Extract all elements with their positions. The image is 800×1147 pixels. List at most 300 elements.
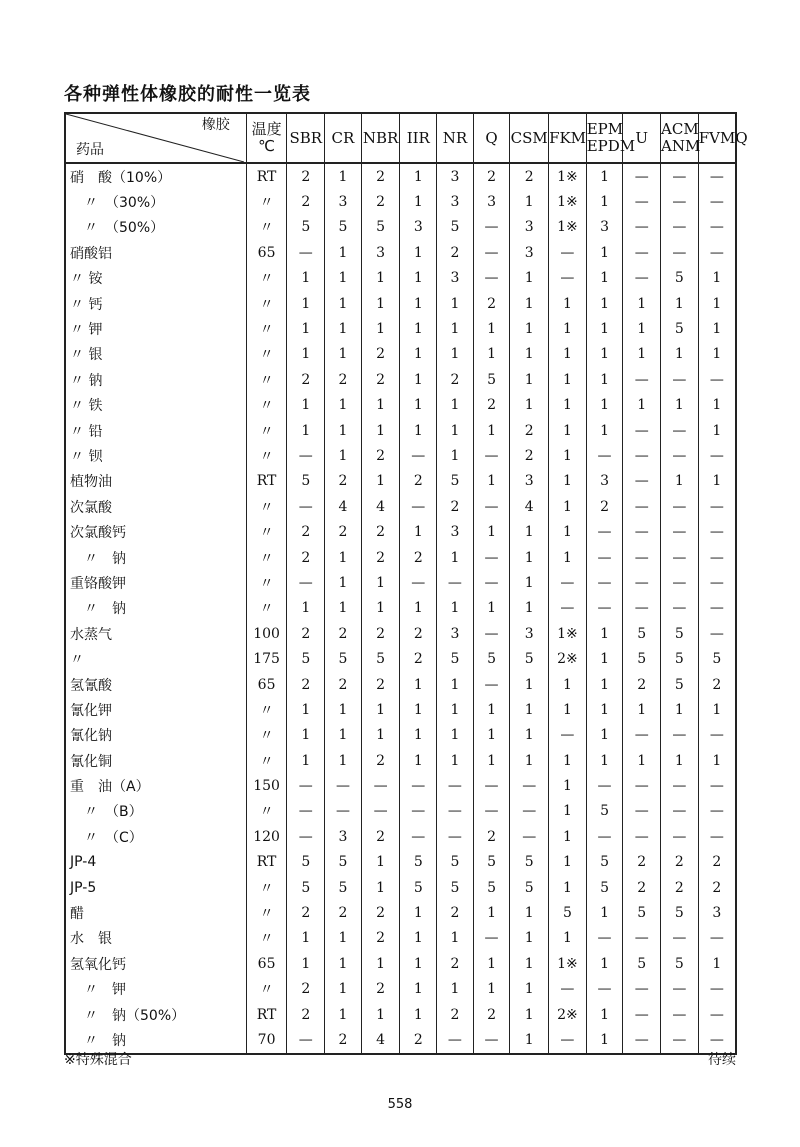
rating-cell: 5 xyxy=(473,850,510,875)
rating-cell: 1 xyxy=(623,342,661,367)
rating-cell: 1 xyxy=(361,875,400,900)
rating-cell: 1 xyxy=(510,723,549,748)
rating-cell: 1 xyxy=(325,570,362,595)
rating-cell: — xyxy=(473,545,510,570)
table-row xyxy=(65,163,736,189)
rating-cell: 2 xyxy=(361,189,400,214)
rating-cell: 1 xyxy=(400,951,437,976)
rating-cell: 1 xyxy=(287,926,325,951)
rating-cell: 1 xyxy=(400,596,437,621)
rating-cell: 1 xyxy=(586,240,623,265)
header-col-label: CSM xyxy=(510,128,548,147)
rating-cell: 3 xyxy=(437,519,474,544)
rating-cell: 1 xyxy=(586,418,623,443)
rating-cell: 1 xyxy=(437,342,474,367)
header-col-10 xyxy=(661,113,699,163)
rating-cell: 1 xyxy=(549,469,587,494)
rating-cell: 1 xyxy=(400,977,437,1002)
rating-cell: 3 xyxy=(586,469,623,494)
rating-cell: 1 xyxy=(325,697,362,722)
rating-cell: 5 xyxy=(287,215,325,240)
rating-cell: 1 xyxy=(586,1027,623,1053)
rating-cell: 1 xyxy=(473,469,510,494)
rating-cell: 1 xyxy=(437,316,474,341)
rating-cell: — xyxy=(473,443,510,468)
rating-cell: 1 xyxy=(437,596,474,621)
rating-cell: 1 xyxy=(325,723,362,748)
rating-cell: — xyxy=(400,799,437,824)
chemical-name: 次氯酸 xyxy=(65,494,246,519)
rating-cell: 1 xyxy=(549,697,587,722)
corner-label-chemical: 药品 xyxy=(76,142,104,158)
rating-cell: 1 xyxy=(586,697,623,722)
rating-cell: 1 xyxy=(549,393,587,418)
rating-cell: — xyxy=(287,799,325,824)
rating-cell: 1 xyxy=(400,672,437,697)
rating-cell: 2 xyxy=(437,367,474,392)
rating-cell: 1 xyxy=(586,266,623,291)
rating-cell: 1 xyxy=(698,393,736,418)
header-col-label: NR xyxy=(442,128,468,147)
rating-cell: 1 xyxy=(473,951,510,976)
rating-cell: — xyxy=(661,596,699,621)
rating-cell: 1 xyxy=(549,291,587,316)
rating-cell: 2 xyxy=(400,469,437,494)
rating-cell: — xyxy=(661,418,699,443)
table-row xyxy=(65,342,736,367)
rating-cell: — xyxy=(287,240,325,265)
rating-cell: 2 xyxy=(287,900,325,925)
temperature-cell: 〃 xyxy=(246,697,287,722)
table-row xyxy=(65,519,736,544)
rating-cell: — xyxy=(623,824,661,849)
rating-cell: — xyxy=(437,799,474,824)
header-col-label: ANM xyxy=(661,137,701,155)
rating-cell: 1 xyxy=(549,824,587,849)
rating-cell: 1 xyxy=(325,418,362,443)
rating-cell: 1 xyxy=(437,926,474,951)
temperature-cell: 175 xyxy=(246,646,287,671)
header-col-label: U xyxy=(635,128,649,147)
chemical-name: 氢氧化钙 xyxy=(65,951,246,976)
rating-cell: 1 xyxy=(661,342,699,367)
table-row xyxy=(65,240,736,265)
rating-cell: — xyxy=(698,824,736,849)
chemical-name: JP-5 xyxy=(65,875,246,900)
rating-cell: 2 xyxy=(510,418,549,443)
temperature-cell: 〃 xyxy=(246,977,287,1002)
rating-cell: 1 xyxy=(623,697,661,722)
rating-cell: — xyxy=(287,443,325,468)
rating-cell: 5 xyxy=(661,672,699,697)
continued-label: 待续 xyxy=(708,1052,736,1068)
rating-cell: — xyxy=(698,215,736,240)
rating-cell: 1※ xyxy=(549,951,587,976)
rating-cell: 5 xyxy=(623,951,661,976)
rating-cell: — xyxy=(698,163,736,189)
chemical-name: 次氯酸钙 xyxy=(65,519,246,544)
rating-cell: — xyxy=(623,469,661,494)
rating-cell: 2 xyxy=(437,240,474,265)
table-row xyxy=(65,215,736,240)
rating-cell: 1 xyxy=(400,342,437,367)
rating-cell: 1 xyxy=(287,291,325,316)
rating-cell: 5 xyxy=(400,850,437,875)
rating-cell: 1 xyxy=(287,266,325,291)
chemical-name: JP-4 xyxy=(65,850,246,875)
rating-cell: 2 xyxy=(287,621,325,646)
rating-cell: 1 xyxy=(586,1002,623,1027)
header-col-5 xyxy=(473,113,510,163)
rating-cell: — xyxy=(400,773,437,798)
rating-cell: — xyxy=(586,596,623,621)
rating-cell: 5 xyxy=(586,850,623,875)
rating-cell: — xyxy=(698,570,736,595)
rating-cell: 2 xyxy=(698,850,736,875)
table-row xyxy=(65,570,736,595)
rating-cell: — xyxy=(661,367,699,392)
rating-cell: — xyxy=(661,799,699,824)
temperature-cell: 65 xyxy=(246,951,287,976)
rating-cell: 2 xyxy=(361,545,400,570)
rating-cell: 2 xyxy=(361,443,400,468)
rating-cell: 1 xyxy=(361,316,400,341)
rating-cell: — xyxy=(287,494,325,519)
rating-cell: 2 xyxy=(510,443,549,468)
rating-cell: 1 xyxy=(325,1002,362,1027)
header-col-3 xyxy=(400,113,437,163)
chemical-name: 氰化钠 xyxy=(65,723,246,748)
chemical-name: 〃 钡 xyxy=(65,443,246,468)
table-row xyxy=(65,723,736,748)
temperature-cell: 150 xyxy=(246,773,287,798)
rating-cell: — xyxy=(325,773,362,798)
rating-cell: — xyxy=(661,977,699,1002)
rating-cell: 2 xyxy=(287,519,325,544)
rating-cell: 1 xyxy=(400,519,437,544)
rating-cell: — xyxy=(623,163,661,189)
rating-cell: — xyxy=(623,977,661,1002)
chemical-name: 〃 钠 xyxy=(65,1027,246,1053)
rating-cell: 1 xyxy=(586,900,623,925)
rating-cell: 1 xyxy=(473,519,510,544)
rating-cell: 1 xyxy=(510,291,549,316)
header-col-8 xyxy=(586,113,636,163)
rating-cell: — xyxy=(661,1027,699,1053)
rating-cell: 1 xyxy=(400,316,437,341)
rating-cell: 4 xyxy=(510,494,549,519)
page-title: 各种弹性体橡胶的耐性一览表 xyxy=(64,84,311,105)
rating-cell: 1 xyxy=(549,748,587,773)
chemical-name: 〃 xyxy=(65,646,246,671)
rating-cell: 1 xyxy=(510,926,549,951)
table-row xyxy=(65,824,736,849)
rating-cell: 1 xyxy=(325,393,362,418)
rating-cell: 1 xyxy=(287,723,325,748)
rating-cell: 1 xyxy=(361,418,400,443)
rating-cell: 1 xyxy=(400,748,437,773)
rating-cell: — xyxy=(698,494,736,519)
header-col-label: FKM xyxy=(549,128,587,147)
rating-cell: 1 xyxy=(361,951,400,976)
rating-cell: — xyxy=(623,545,661,570)
rating-cell: 1 xyxy=(361,291,400,316)
rating-cell: — xyxy=(623,367,661,392)
temperature-cell: 120 xyxy=(246,824,287,849)
chemical-name: 〃 铅 xyxy=(65,418,246,443)
rating-cell: 5 xyxy=(325,850,362,875)
rating-cell: 1 xyxy=(549,799,587,824)
rating-cell: 1 xyxy=(325,316,362,341)
rating-cell: 1 xyxy=(473,723,510,748)
rating-cell: — xyxy=(623,418,661,443)
rating-cell: — xyxy=(287,1027,325,1053)
chemical-name: 〃 （30%） xyxy=(65,189,246,214)
table-row xyxy=(65,494,736,519)
rating-cell: 1 xyxy=(437,393,474,418)
rating-cell: 5 xyxy=(437,215,474,240)
rating-cell: 5 xyxy=(437,875,474,900)
rating-cell: 2 xyxy=(361,621,400,646)
header-col-label: EPDM xyxy=(586,137,636,155)
rating-cell: 1 xyxy=(623,291,661,316)
table-row xyxy=(65,799,736,824)
rating-cell: — xyxy=(586,926,623,951)
rating-cell: — xyxy=(661,1002,699,1027)
rating-cell: 5 xyxy=(510,850,549,875)
rating-cell: 2 xyxy=(361,748,400,773)
rating-cell: 1 xyxy=(549,418,587,443)
temperature-cell: 65 xyxy=(246,672,287,697)
rating-cell: — xyxy=(661,163,699,189)
rating-cell: — xyxy=(400,494,437,519)
rating-cell: 1 xyxy=(698,469,736,494)
rating-cell: 1 xyxy=(437,672,474,697)
rating-cell: 4 xyxy=(325,494,362,519)
rating-cell: 1 xyxy=(287,418,325,443)
temperature-cell: 〃 xyxy=(246,189,287,214)
table-row xyxy=(65,850,736,875)
rating-cell: 1 xyxy=(361,469,400,494)
rating-cell: 5 xyxy=(661,316,699,341)
rating-cell: — xyxy=(510,824,549,849)
rating-cell: 2 xyxy=(361,824,400,849)
rating-cell: — xyxy=(510,773,549,798)
temperature-cell: 〃 xyxy=(246,545,287,570)
rating-cell: 1 xyxy=(510,342,549,367)
rating-cell: 2 xyxy=(361,977,400,1002)
temperature-cell: 〃 xyxy=(246,367,287,392)
rating-cell: 1 xyxy=(287,393,325,418)
header-col-11 xyxy=(698,113,748,163)
rating-cell: — xyxy=(623,1002,661,1027)
temperature-cell: 〃 xyxy=(246,418,287,443)
rating-cell: 1 xyxy=(661,697,699,722)
temperature-cell: 〃 xyxy=(246,570,287,595)
table-row xyxy=(65,672,736,697)
temperature-cell: 〃 xyxy=(246,723,287,748)
rating-cell: — xyxy=(586,570,623,595)
rating-cell: 1 xyxy=(510,672,549,697)
rating-cell: 1 xyxy=(400,418,437,443)
rating-cell: — xyxy=(661,494,699,519)
rating-cell: 1 xyxy=(510,545,549,570)
rating-cell: — xyxy=(698,367,736,392)
rating-cell: 1 xyxy=(510,316,549,341)
rating-cell: 1 xyxy=(586,316,623,341)
rating-cell: 3 xyxy=(325,824,362,849)
rating-cell: 5 xyxy=(698,646,736,671)
rating-cell: 2 xyxy=(361,900,400,925)
rating-cell: 2 xyxy=(623,875,661,900)
rating-cell: — xyxy=(698,519,736,544)
rating-cell: 1 xyxy=(400,240,437,265)
rating-cell: 1 xyxy=(510,596,549,621)
rating-cell: — xyxy=(549,977,587,1002)
temperature-cell: 〃 xyxy=(246,215,287,240)
rating-cell: 1 xyxy=(549,367,587,392)
rating-cell: 1 xyxy=(437,545,474,570)
rating-cell: 3 xyxy=(325,189,362,214)
rating-cell: 2 xyxy=(325,621,362,646)
rating-cell: — xyxy=(698,723,736,748)
rating-cell: 1 xyxy=(661,469,699,494)
rating-cell: 5 xyxy=(623,621,661,646)
rating-cell: 5 xyxy=(549,900,587,925)
rating-cell: 1 xyxy=(473,900,510,925)
rating-cell: 1 xyxy=(325,266,362,291)
rating-cell: 1※ xyxy=(549,215,587,240)
rating-cell: 5 xyxy=(510,646,549,671)
rating-cell: 1 xyxy=(361,697,400,722)
rating-cell: 2 xyxy=(473,824,510,849)
rating-cell: 2 xyxy=(437,900,474,925)
header-col-label: Q xyxy=(485,128,498,147)
rating-cell: 5 xyxy=(661,951,699,976)
table-row xyxy=(65,418,736,443)
rating-cell: — xyxy=(437,773,474,798)
rating-cell: — xyxy=(623,773,661,798)
rating-cell: 1 xyxy=(698,291,736,316)
rating-cell: 1 xyxy=(586,646,623,671)
rating-cell: 5 xyxy=(325,875,362,900)
rating-cell: 1 xyxy=(586,342,623,367)
temperature-cell: RT xyxy=(246,163,287,189)
rating-cell: 1 xyxy=(437,443,474,468)
rating-cell: 5 xyxy=(325,646,362,671)
rating-cell: 2 xyxy=(510,163,549,189)
chemical-name: 〃 钠（50%） xyxy=(65,1002,246,1027)
chemical-name: 氰化钾 xyxy=(65,697,246,722)
rating-cell: 1 xyxy=(510,977,549,1002)
rating-cell: — xyxy=(623,723,661,748)
header-col-4 xyxy=(437,113,474,163)
rating-cell: 5 xyxy=(623,900,661,925)
rating-cell: — xyxy=(661,570,699,595)
rating-cell: 2 xyxy=(287,367,325,392)
rating-cell: — xyxy=(473,621,510,646)
rating-cell: 1 xyxy=(287,951,325,976)
rating-cell: — xyxy=(473,494,510,519)
header-col-6 xyxy=(510,113,549,163)
rating-cell: 2※ xyxy=(549,1002,587,1027)
rating-cell: — xyxy=(473,773,510,798)
rating-cell: — xyxy=(623,596,661,621)
rating-cell: 5 xyxy=(661,266,699,291)
header-col-0 xyxy=(287,113,325,163)
rating-cell: 2 xyxy=(437,494,474,519)
footnote: ※特殊混合 xyxy=(64,1052,132,1068)
rating-cell: 1 xyxy=(473,342,510,367)
rating-cell: 4 xyxy=(361,494,400,519)
rating-cell: — xyxy=(661,519,699,544)
chemical-name: 〃 钠 xyxy=(65,596,246,621)
rating-cell: 3 xyxy=(437,266,474,291)
rating-cell: 5 xyxy=(473,646,510,671)
rating-cell: 1 xyxy=(698,316,736,341)
temperature-cell: 〃 xyxy=(246,875,287,900)
rating-cell: 1 xyxy=(586,189,623,214)
rating-cell: 1 xyxy=(361,570,400,595)
rating-cell: — xyxy=(549,570,587,595)
rating-cell: — xyxy=(698,977,736,1002)
rating-cell: 5 xyxy=(473,367,510,392)
rating-cell: — xyxy=(698,240,736,265)
rating-cell: 1 xyxy=(437,697,474,722)
chemical-name: 〃 （50%） xyxy=(65,215,246,240)
rating-cell: — xyxy=(661,215,699,240)
rating-cell: 1 xyxy=(400,163,437,189)
rating-cell: 1 xyxy=(325,748,362,773)
rating-cell: 1 xyxy=(510,519,549,544)
rating-cell: 1 xyxy=(586,748,623,773)
rating-cell: 1 xyxy=(510,393,549,418)
rating-cell: 5 xyxy=(287,646,325,671)
table-row xyxy=(65,977,736,1002)
chemical-name: 〃 铵 xyxy=(65,266,246,291)
rating-cell: 1 xyxy=(361,596,400,621)
rating-cell: 1 xyxy=(549,773,587,798)
rating-cell: — xyxy=(287,824,325,849)
rating-cell: 1 xyxy=(698,342,736,367)
rating-cell: 5 xyxy=(586,875,623,900)
rating-cell: 1 xyxy=(698,748,736,773)
rating-cell: 1 xyxy=(400,189,437,214)
table-row xyxy=(65,545,736,570)
temperature-cell: 〃 xyxy=(246,596,287,621)
rating-cell: — xyxy=(698,189,736,214)
rating-cell: 5 xyxy=(623,646,661,671)
rating-cell: — xyxy=(698,621,736,646)
rating-cell: 1 xyxy=(510,748,549,773)
rating-cell: — xyxy=(698,596,736,621)
rating-cell: — xyxy=(698,926,736,951)
rating-cell: — xyxy=(473,240,510,265)
rating-cell: 1 xyxy=(325,926,362,951)
resistance-table xyxy=(64,112,748,1055)
rating-cell: 2 xyxy=(325,900,362,925)
rating-cell: 1 xyxy=(325,545,362,570)
table-row xyxy=(65,646,736,671)
rating-cell: 2 xyxy=(325,1027,362,1053)
rating-cell: — xyxy=(661,723,699,748)
chemical-name: 硝酸铝 xyxy=(65,240,246,265)
rating-cell: — xyxy=(661,824,699,849)
header-temperature-unit: ℃ xyxy=(258,137,276,155)
rating-cell: 1 xyxy=(510,570,549,595)
rating-cell: 1 xyxy=(437,748,474,773)
rating-cell: 1 xyxy=(549,316,587,341)
